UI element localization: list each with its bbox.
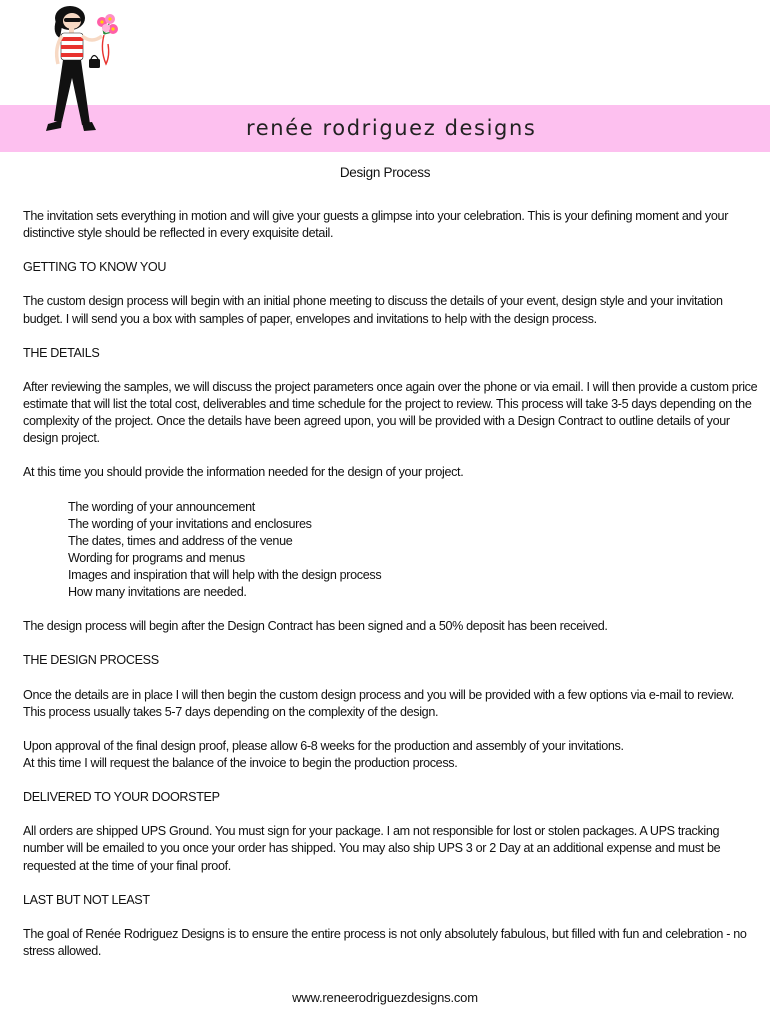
- paragraph: At this time you should provide the information needed for the design of your project.: [23, 465, 464, 480]
- paragraph: The design process will begin after the Design Contract has been signed and a 50% deposit has been received.: [23, 619, 608, 634]
- section-heading-delivered-to-your-doorstep: DELIVERED TO YOUR DOORSTEP: [23, 790, 220, 805]
- section-heading-getting-to-know-you: GETTING TO KNOW YOU: [23, 260, 167, 275]
- list-item: The wording of your announcement: [68, 499, 255, 514]
- document-body: [23, 208, 758, 977]
- requirements-list: [23, 499, 758, 602]
- website-url: www.reneerodriguezdesigns.com: [292, 990, 478, 1005]
- brand-name: renée rodriguez designs: [246, 116, 537, 140]
- woman-with-flowers-icon: [32, 4, 132, 140]
- paragraph: Upon approval of the final design proof, please allow 6-8 weeks for the production and assembly of your invitations.: [23, 738, 624, 753]
- paragraph: All orders are shipped UPS Ground. You must sign for your package. I am not responsible for lost or stolen packages. A UPS tracking number will be emailed to you once your order has shipped. You may also ship UPS 3 or 2 Day at an additional expense and must be requested at the time of your final proof.: [23, 824, 721, 873]
- section-heading-the-design-process: THE DESIGN PROCESS: [23, 653, 159, 668]
- list-item: Images and inspiration that will help with the design process: [68, 567, 382, 582]
- section-heading-the-details: THE DETAILS: [23, 345, 100, 360]
- intro-paragraph: The invitation sets everything in motion and will give your guests a glimpse into your celebration. This is your defining moment and your distinctive style should be reflected in every exquisite detail.: [23, 209, 729, 241]
- paragraph: Once the details are in place I will then begin the custom design process and you will be provided with a few options via e-mail to review. This process usually takes 5-7 days depending on the complexity of the design.: [23, 687, 734, 719]
- section-heading-last-but-not-least: LAST BUT NOT LEAST: [23, 892, 150, 907]
- paragraph: After reviewing the samples, we will discuss the project parameters once again over the phone or via email. I will then provide a custom price estimate that will list the total cost, deliverables and time schedule for the project to review. This process will take 3-5 days depending on the complexity of the project. Once the details have been agreed upon, you will be provided with a Design Contract to outline details of your design project.: [23, 379, 758, 446]
- document-title: Design Process: [339, 165, 431, 180]
- list-item: The wording of your invitations and enclosures: [68, 516, 312, 531]
- list-item: How many invitations are needed.: [68, 585, 247, 600]
- list-item: Wording for programs and menus: [68, 550, 245, 565]
- paragraph: The custom design process will begin with an initial phone meeting to discuss the details of your event, design style and your invitation budget. I will send you a box with samples of paper, envelopes and invitations to help with the design process.: [23, 294, 723, 326]
- paragraph: At this time I will request the balance of the invoice to begin the production process.: [23, 756, 458, 770]
- paragraph: The goal of Renée Rodriguez Designs is to ensure the entire process is not only absolutely fabulous, but filled with fun and celebration - no stress allowed.: [23, 926, 747, 959]
- list-item: The dates, times and address of the venue: [68, 533, 293, 548]
